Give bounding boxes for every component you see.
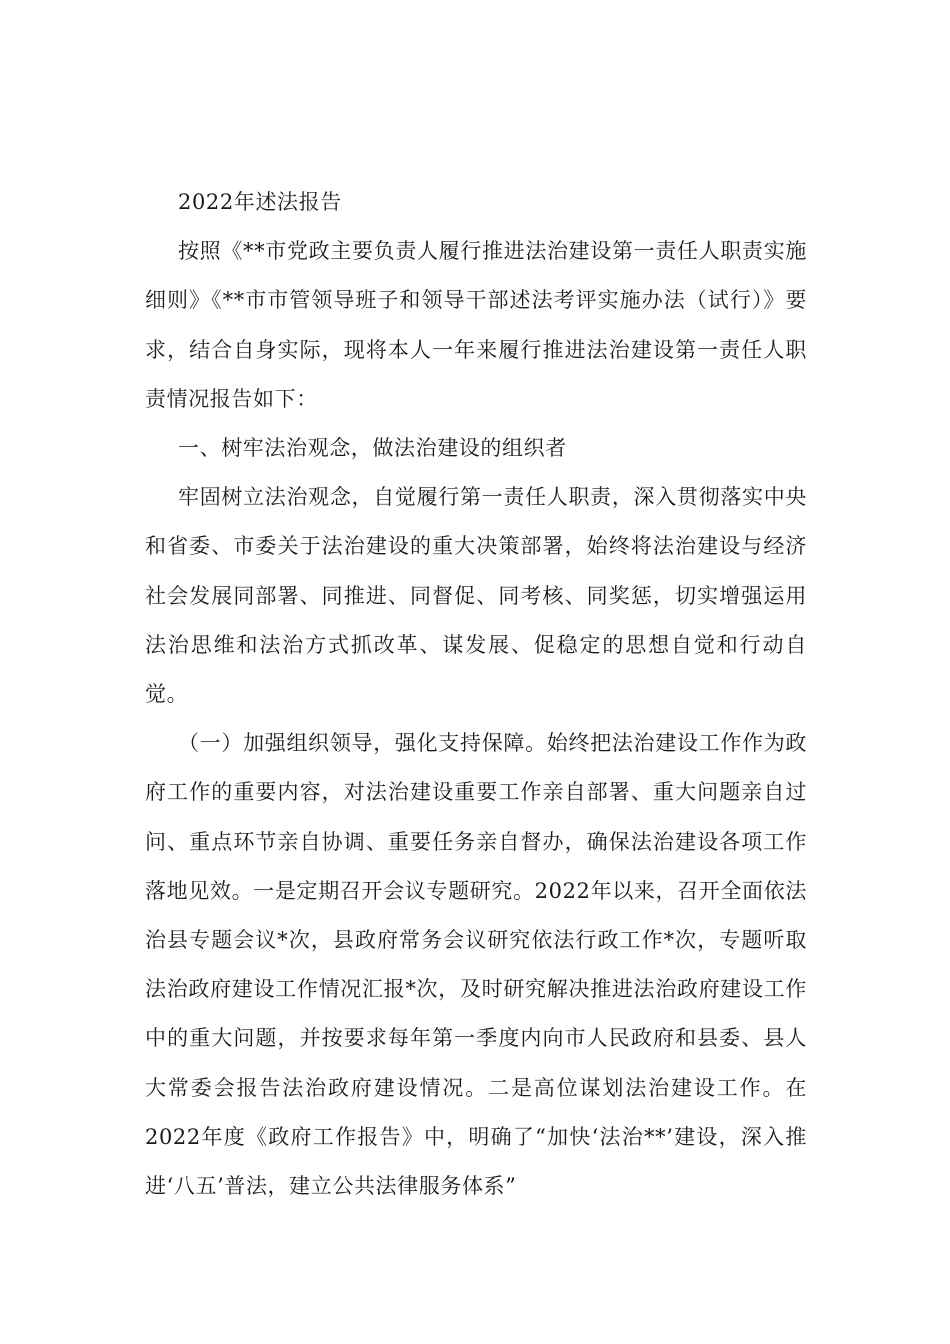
paragraph-subsection-1: （一）加强组织领导，强化支持保障。始终把法治建设工作作为政府工作的重要内容，对法治建设重要工作亲自部署、重大问题亲自过问、重点环节亲自协调、重要任务亲自督办，确保法治建设各项工作落地见效。一是定期召开会议专题研究。2022年以来，召开全面依法治县专题会议*次，县政府常务会议研究依法行政工作*次，专题听取法治政府建设工作情况汇报*次，及时研究解决推进法治政府建设工作中的重大问题，并按要求每年第一季度内向市人民政府和县委、县人大常委会报告法治政府建设情况。二是高位谋划法治建设工作。在2022年度《政府工作报告》中，明确了“加快‘法治**’建设，深入推进‘八五’普法，建立公共法律服务体系”: [145, 731, 807, 1199]
document-body: [145, 178, 807, 1211]
paragraph-intro: 按照《**市党政主要负责人履行推进法治建设第一责任人职责实施细则》《**市市管领导班子和领导干部述法考评实施办法（试行）》要求，结合自身实际，现将本人一年来履行推进法治建设第一责任人职责情况报告如下：: [145, 239, 807, 411]
paragraph-section-1: 牢固树立法治观念，自觉履行第一责任人职责，深入贯彻落实中央和省委、市委关于法治建设的重大决策部署，始终将法治建设与经济社会发展同部署、同推进、同督促、同考核、同奖惩，切实增强运用法治思维和法治方式抓改革、谋发展、促稳定的思想自觉和行动自觉。: [145, 485, 807, 707]
section-heading-1: 一、树牢法治观念，做法治建设的组织者: [178, 436, 567, 461]
document-title: 2022年述法报告: [178, 190, 342, 214]
